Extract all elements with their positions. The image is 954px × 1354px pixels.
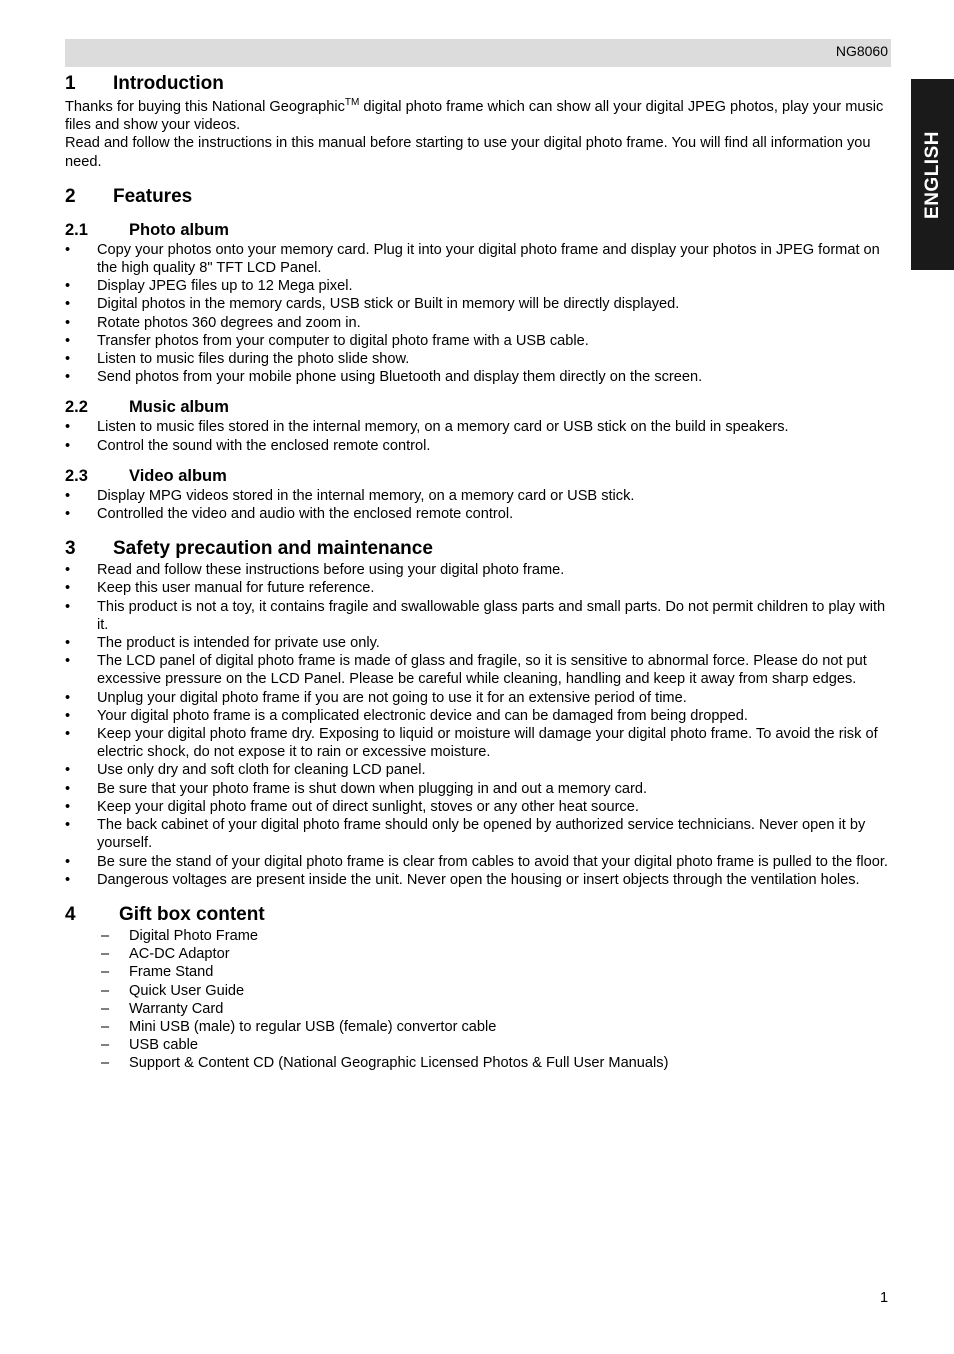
section-title: Safety precaution and maintenance — [113, 538, 433, 560]
list-item: • Controlled the video and audio with the enclosed remote control. — [65, 505, 891, 523]
list-item: • Display JPEG files up to 12 Mega pixel. — [65, 277, 891, 295]
list-item: – AC-DC Adaptor — [65, 945, 891, 963]
safety-list — [65, 561, 891, 889]
section-heading-safety — [65, 537, 891, 561]
gift-box-list — [65, 927, 891, 1073]
model-number: NG8060 — [835, 43, 888, 59]
list-item: – USB cable — [65, 1036, 891, 1054]
header-bar — [65, 39, 891, 67]
subsection-title: Music album — [129, 398, 229, 417]
list-item: • Use only dry and soft cloth for cleaning LCD panel. — [65, 761, 891, 779]
document-body — [65, 72, 891, 1073]
list-item: • Copy your photos onto your memory card. Plug it into your digital photo frame and display your photos in JPEG format on the high quality 8" TFT LCD Panel. — [65, 241, 891, 277]
list-item: • The back cabinet of your digital photo frame should only be opened by authorized service technicians. Never open it by yourself. — [65, 816, 891, 852]
list-item: • Listen to music files during the photo slide show. — [65, 350, 891, 368]
section-heading-introduction — [65, 72, 891, 96]
section-heading-gift-box — [65, 903, 891, 927]
list-item: – Frame Stand — [65, 963, 891, 981]
list-item: • Your digital photo frame is a complicated electronic device and can be damaged from being dropped. — [65, 707, 891, 725]
list-item: • Transfer photos from your computer to digital photo frame with a USB cable. — [65, 332, 891, 350]
list-item: • Control the sound with the enclosed remote control. — [65, 437, 891, 455]
list-item: – Support & Content CD (National Geographic Licensed Photos & Full User Manuals) — [65, 1054, 891, 1072]
section-number: 4 — [65, 903, 76, 925]
list-item: • Listen to music files stored in the internal memory, on a memory card or USB stick on the build in speakers. — [65, 418, 891, 436]
subsection-heading-video-album — [65, 465, 891, 487]
section-number: 2 — [65, 185, 76, 207]
list-item: – Mini USB (male) to regular USB (female) convertor cable — [65, 1018, 891, 1036]
subsection-title: Video album — [129, 466, 227, 485]
section-number: 1 — [65, 73, 76, 94]
music-album-list — [65, 418, 891, 454]
list-item: • Read and follow these instructions before using your digital photo frame. — [65, 561, 891, 579]
list-item: – Quick User Guide — [65, 982, 891, 1000]
page-number: 1 — [880, 1290, 889, 1306]
section-heading-features — [65, 185, 891, 209]
list-item: • Be sure that your photo frame is shut down when plugging in and out a memory card. — [65, 780, 891, 798]
intro-text-start: Thanks for buying this National Geographic — [65, 99, 345, 115]
subsection-title: Photo album — [129, 220, 229, 239]
list-item: – Digital Photo Frame — [65, 927, 891, 945]
language-tab-label: ENGLISH — [921, 130, 943, 219]
list-item: • Be sure the stand of your digital photo frame is clear from cables to avoid that your digital photo frame is pulled to the floor. — [65, 853, 891, 871]
list-item: • Unplug your digital photo frame if you are not going to use it for an extensive period of time. — [65, 689, 891, 707]
list-item: • This product is not a toy, it contains fragile and swallowable glass parts and small parts. Do not permit children to play with it. — [65, 598, 891, 634]
video-album-list — [65, 487, 891, 523]
photo-album-list — [65, 241, 891, 387]
section-number: 3 — [65, 538, 76, 560]
intro-paragraph-2: Read and follow the instructions in this manual before starting to use your digital photo frame. You will find all information you need. — [65, 135, 871, 170]
list-item: • Digital photos in the memory cards, USB stick or Built in memory will be directly displayed. — [65, 295, 891, 313]
subsection-number: 2.3 — [65, 466, 88, 485]
subsection-heading-music-album — [65, 396, 891, 418]
list-item: • Keep your digital photo frame dry. Exposing to liquid or moisture will damage your digital photo frame. To avoid the risk of electric shock, do not expose it to rain or excessive moisture. — [65, 725, 891, 761]
list-item: • Keep your digital photo frame out of direct sunlight, stoves or any other heat source. — [65, 798, 891, 816]
subsection-number: 2.2 — [65, 398, 88, 417]
language-tab — [911, 79, 954, 270]
list-item: • Rotate photos 360 degrees and zoom in. — [65, 314, 891, 332]
intro-text-end: digital photo frame which can show all your digital JPEG photos, play your music files and show your videos. — [65, 99, 884, 134]
subsection-number: 2.1 — [65, 220, 88, 239]
list-item: • Send photos from your mobile phone using Bluetooth and display them directly on the screen. — [65, 368, 891, 386]
trademark-mark: TM — [344, 97, 360, 109]
list-item: • Dangerous voltages are present inside the unit. Never open the housing or insert objects through the ventilation holes. — [65, 871, 891, 889]
subsection-heading-photo-album — [65, 219, 891, 241]
list-item: • The LCD panel of digital photo frame is made of glass and fragile, so it is sensitive to abnormal force. Please do not put excessive pressure on the LCD Panel. Please be careful while cleaning, handling and keep it away from sharp edges. — [65, 652, 891, 688]
section-title: Gift box content — [119, 903, 265, 925]
intro-paragraph-1 — [65, 98, 891, 134]
list-item: – Warranty Card — [65, 1000, 891, 1018]
list-item: • Keep this user manual for future reference. — [65, 579, 891, 597]
list-item: • The product is intended for private use only. — [65, 634, 891, 652]
list-item: • Display MPG videos stored in the internal memory, on a memory card or USB stick. — [65, 487, 891, 505]
section-title: Introduction — [113, 73, 224, 94]
section-title: Features — [113, 185, 193, 207]
